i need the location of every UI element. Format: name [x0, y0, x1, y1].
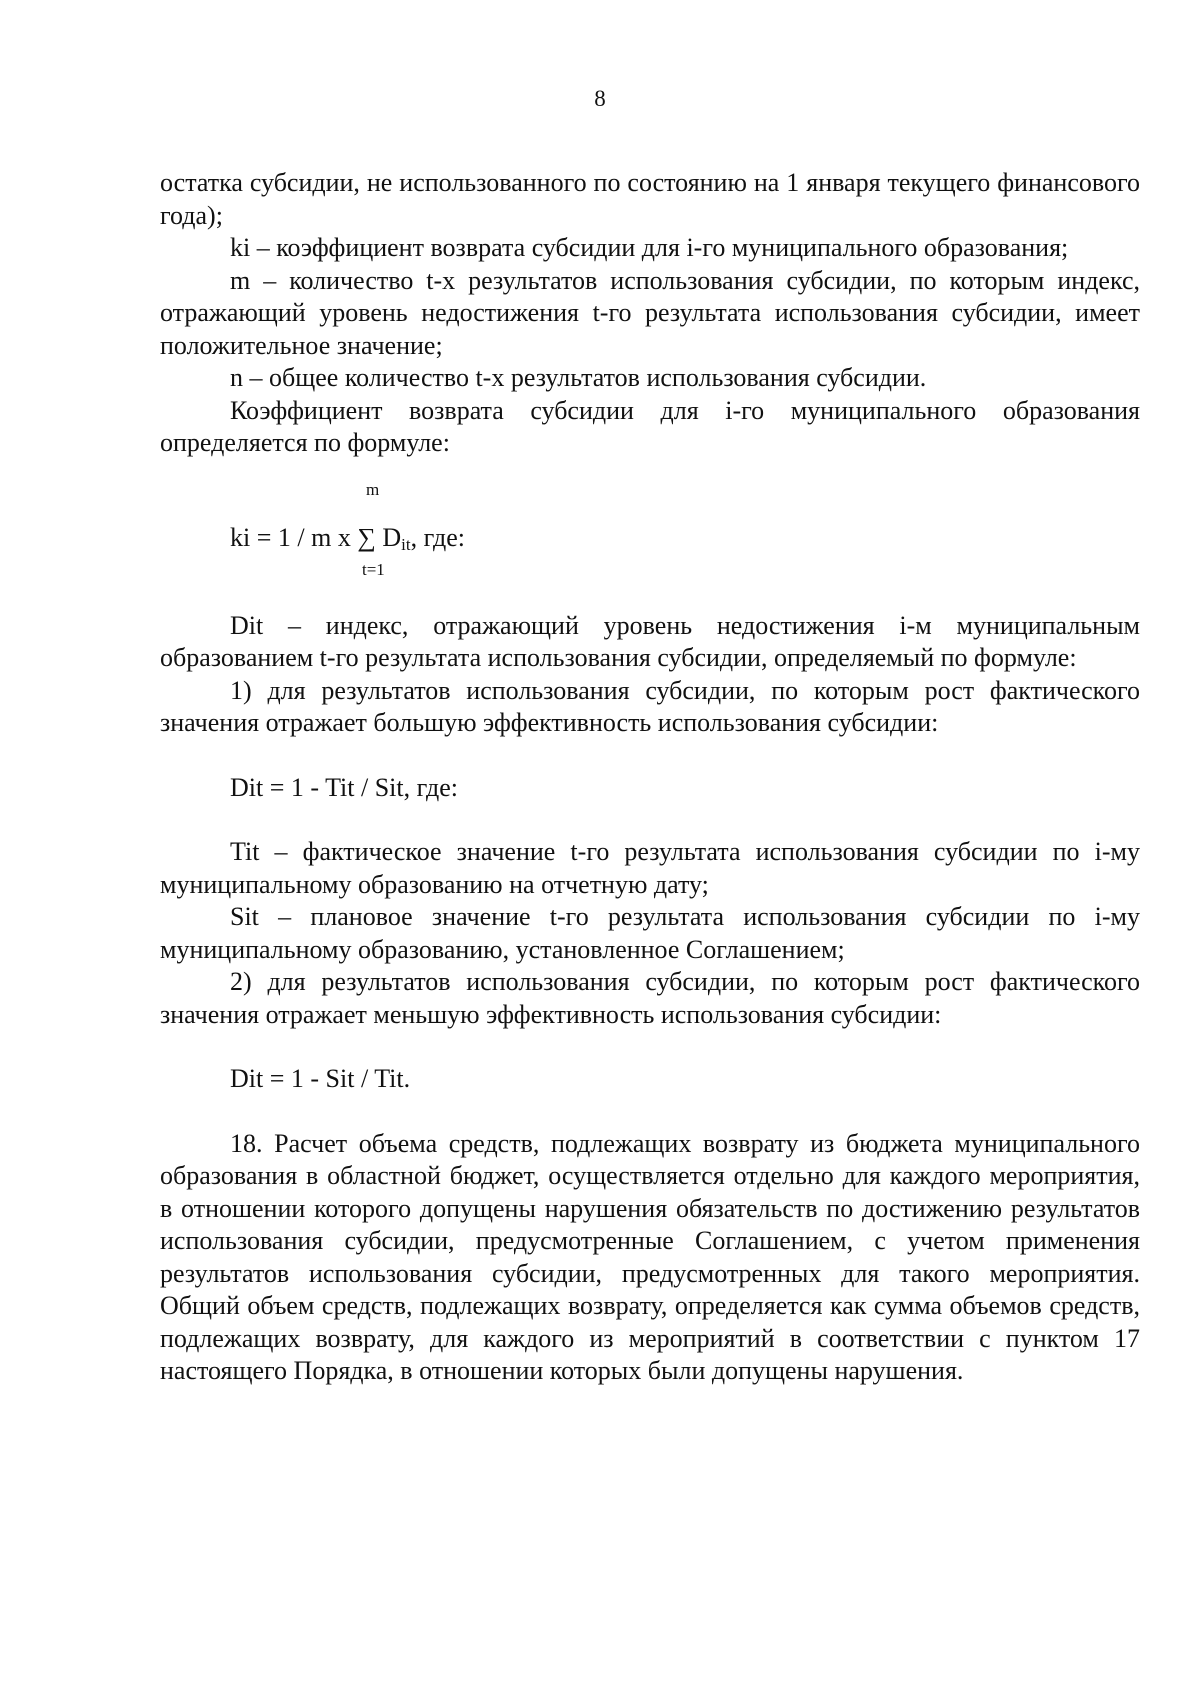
- paragraph-subsidy-remainder: остатка субсидии, не использованного по состоянию на 1 января текущего финансового года);: [160, 168, 1140, 230]
- paragraph-case-2: 2) для результатов использования субсидии, по которым рост фактического значения отражает меньшую эффективность использования субсидии:: [160, 967, 1140, 1029]
- formula-dit-2: Dit = 1 - Sit / Tit.: [230, 1064, 411, 1093]
- page-number: 8: [594, 86, 606, 111]
- formula-ki-subscript: it: [401, 534, 411, 554]
- formula-ki: [160, 480, 1140, 600]
- formula-dit-1: Dit = 1 - Tit / Sit, где:: [230, 772, 458, 802]
- document-body: [160, 167, 1140, 1388]
- paragraph-m-definition: m – количество t-х результатов использования субсидии, по которым индекс, отражающий уровень недостижения t-го результата использования субсидии, имеет положительное значение;: [160, 265, 1140, 360]
- formula-ki-suffix: , где:: [410, 522, 465, 552]
- paragraph-sit-definition: Sit – плановое значение t-го результата использования субсидии по i-му муниципальному образованию, установленное Соглашением;: [160, 902, 1140, 964]
- paragraph-ki-definition: ki – коэффициент возврата субсидии для i-го муниципального образования;: [230, 233, 1069, 262]
- paragraph-case-1: 1) для результатов использования субсидии, по которым рост фактического значения отражает большую эффективность использования субсидии:: [160, 675, 1140, 737]
- paragraph-dit-definition: Dit – индекс, отражающий уровень недостижения i-м муниципальным образованием t-го результата использования субсидии, определяемый по формуле:: [160, 610, 1140, 672]
- formula-ki-prefix: ki = 1 / m x ∑ D: [230, 522, 402, 552]
- sum-upper-limit: m: [366, 479, 380, 499]
- sum-lower-limit: t=1: [362, 559, 385, 579]
- paragraph-tit-definition: Tit – фактическое значение t-го результата использования субсидии по i-му муниципальному образованию на отчетную дату;: [160, 837, 1140, 899]
- paragraph-coefficient-intro: Коэффициент возврата субсидии для i-го муниципального образования определяется по формуле:: [160, 395, 1140, 457]
- paragraph-n-definition: n – общее количество t-х результатов использования субсидии.: [230, 363, 927, 392]
- formula-ki-expression: [230, 522, 465, 562]
- paragraph-section-18: 18. Расчет объема средств, подлежащих возврату из бюджета муниципального образования в областной бюджет, осуществляется отдельно для каждого мероприятия, в отношении которого допущены нарушения обязательств по достижению результатов использования субсидии, предусмотренные Соглашением, с учетом применения результатов использования субсидии, предусмотренных для такого мероприятия. Общий объем средств, подлежащих возврату, определяется как сумма объемов средств, подлежащих возврату, для каждого из мероприятий в соответствии с пунктом 17 настоящего Порядка, в отношении которых были допущены нарушения.: [160, 1128, 1140, 1385]
